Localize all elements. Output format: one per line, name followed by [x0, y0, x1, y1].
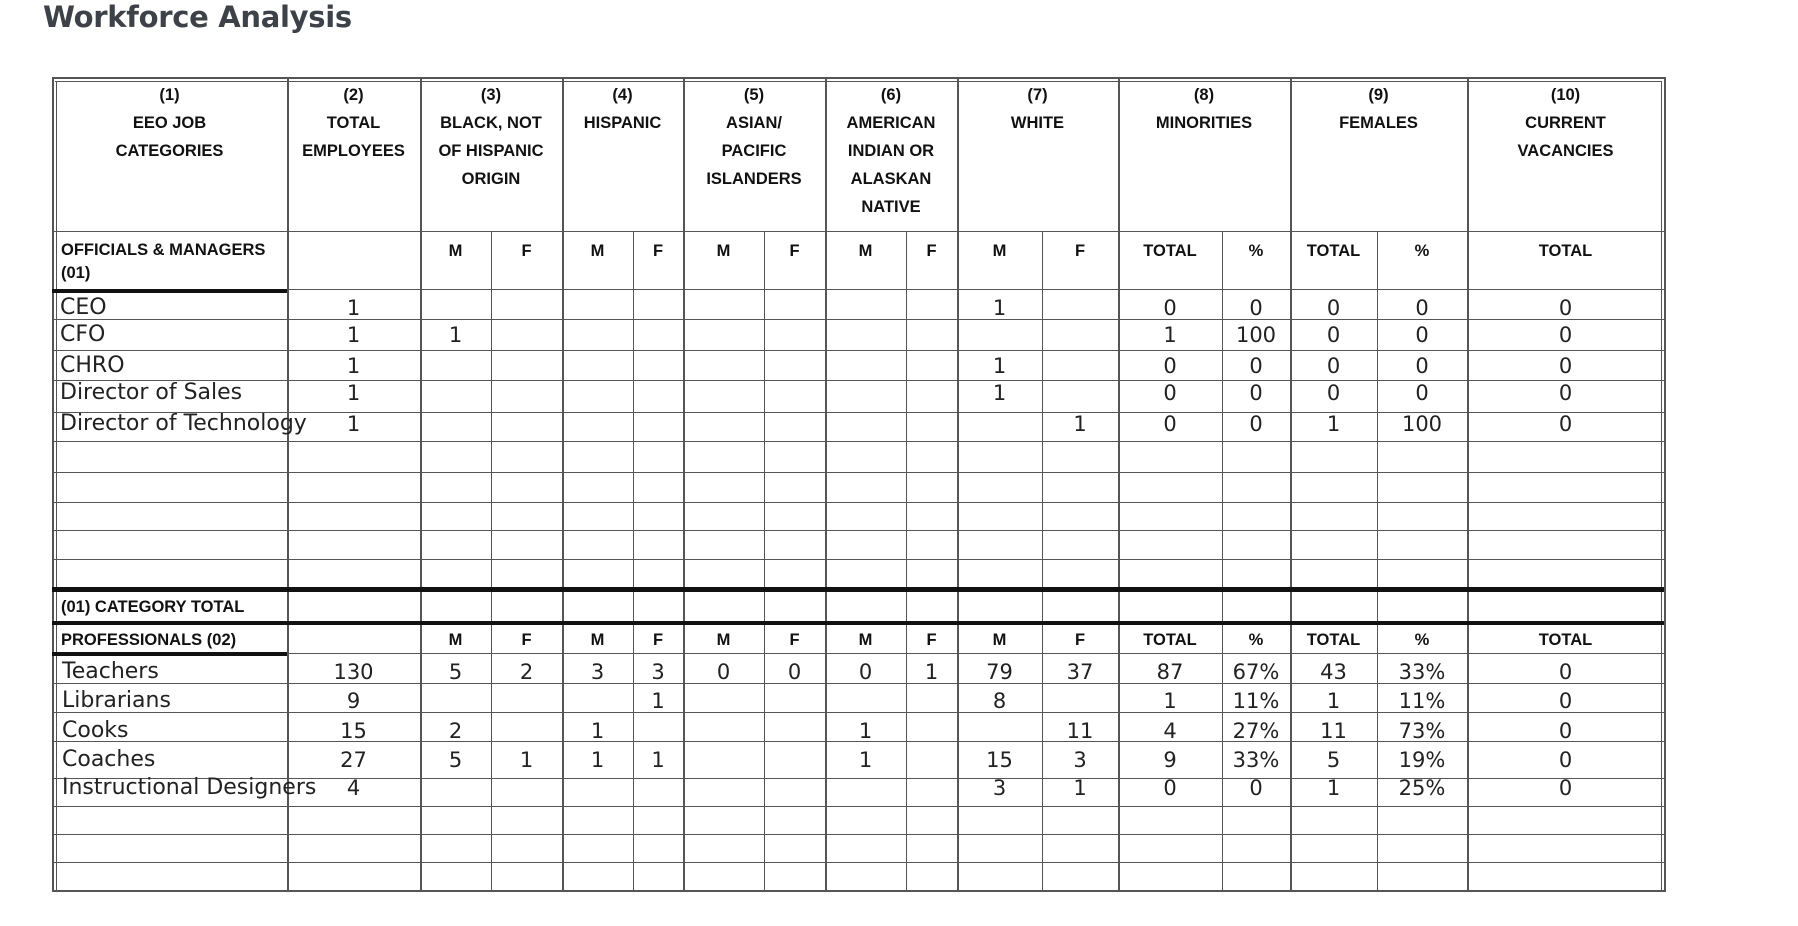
- row-divider: [52, 231, 1664, 232]
- cell-vac: 0: [1558, 776, 1573, 800]
- cell-n_m: 1: [858, 719, 873, 743]
- cell-fem_t: 0: [1326, 354, 1341, 378]
- cell-fem_t: 0: [1326, 381, 1341, 405]
- cell-h_m: 1: [590, 748, 605, 772]
- subheader-label: F: [789, 631, 800, 649]
- subheader-label: F: [652, 242, 664, 260]
- column-header-line: EEO JOB: [132, 114, 207, 132]
- cell-fem_t: 1: [1326, 689, 1341, 713]
- cell-b_m: 1: [448, 323, 463, 347]
- table-border-top: [52, 77, 1664, 79]
- cell-w_m: 8: [992, 689, 1007, 713]
- column-header-line: (6): [880, 86, 902, 104]
- subheader-label: TOTAL: [1306, 631, 1361, 649]
- cell-w_f: 3: [1073, 748, 1087, 772]
- cell-min_t: 1: [1163, 689, 1177, 713]
- cell-b_f: 2: [519, 660, 534, 684]
- cell-min_p: 27%: [1232, 719, 1280, 743]
- cell-min_t: 0: [1163, 776, 1177, 800]
- cell-fem_t: 0: [1326, 323, 1341, 347]
- cell-min_t: 9: [1163, 748, 1177, 772]
- page-title: Workforce Analysis: [43, 0, 352, 34]
- column-header-line: EMPLOYEES: [302, 142, 405, 160]
- column-header-line: INDIAN OR: [847, 142, 935, 160]
- subheader-label: M: [716, 631, 731, 649]
- subheader-label: F: [521, 631, 532, 649]
- cell-min_p: 0: [1249, 381, 1263, 405]
- row-divider: [52, 559, 1664, 560]
- column-header-line: (5): [743, 86, 765, 104]
- subheader-label: F: [926, 242, 937, 260]
- cell-h_f: 1: [651, 689, 665, 713]
- subheader-label: %: [1414, 631, 1430, 649]
- cell-min_t: 0: [1163, 296, 1177, 320]
- cell-w_m: 1: [992, 354, 1007, 378]
- cell-fem_p: 100: [1401, 412, 1443, 436]
- cell-min_p: 67%: [1232, 660, 1280, 684]
- cell-c1: 1: [346, 323, 361, 347]
- thick-divider-officials: [52, 289, 287, 293]
- row-divider: [52, 441, 1664, 442]
- cell-vac: 0: [1558, 412, 1573, 436]
- cell-min_p: 0: [1249, 412, 1263, 436]
- cell-vac: 0: [1558, 748, 1573, 772]
- cell-fem_t: 0: [1326, 296, 1341, 320]
- cell-a_f: 0: [787, 660, 802, 684]
- cell-min_t: 87: [1156, 660, 1184, 684]
- subheader-label: M: [992, 631, 1007, 649]
- section-heading-officials-code: (01): [61, 264, 91, 282]
- column-header-line: (9): [1368, 86, 1389, 104]
- cell-fem_p: 25%: [1398, 776, 1446, 800]
- column-header-line: NATIVE: [861, 198, 921, 216]
- cell-fem_t: 5: [1326, 748, 1341, 772]
- cell-fem_p: 33%: [1398, 660, 1446, 684]
- cell-h_f: 3: [651, 660, 665, 684]
- cell-min_t: 4: [1163, 719, 1177, 743]
- column-header-line: CATEGORIES: [115, 142, 224, 160]
- cell-c1: 1: [346, 296, 361, 320]
- cell-w_f: 37: [1066, 660, 1094, 684]
- cell-fem_p: 0: [1415, 323, 1429, 347]
- cell-min_p: 100: [1235, 323, 1277, 347]
- cell-min_p: 0: [1249, 296, 1263, 320]
- cell-min_t: 0: [1163, 354, 1177, 378]
- row-divider: [52, 806, 1664, 807]
- cell-w_m: 79: [986, 660, 1013, 684]
- cell-fem_p: 0: [1415, 381, 1429, 405]
- cell-h_m: 1: [590, 719, 605, 743]
- cell-c1: 15: [340, 719, 367, 743]
- cell-h_m: 3: [590, 660, 605, 684]
- subheader-label: M: [858, 631, 873, 649]
- cell-min_p: 33%: [1232, 748, 1280, 772]
- column-divider: [1664, 77, 1666, 892]
- subheader-label: M: [590, 242, 605, 260]
- column-header-line: ASIAN/: [726, 114, 782, 132]
- column-header-line: (10): [1550, 86, 1581, 104]
- row-label: Librarians: [62, 688, 171, 713]
- subcolumn-divider: [491, 231, 492, 890]
- row-divider: [52, 530, 1664, 531]
- cell-min_t: 0: [1163, 381, 1177, 405]
- subheader-label: F: [789, 242, 800, 260]
- subheader-label: %: [1248, 631, 1264, 649]
- subcolumn-divider: [764, 231, 765, 890]
- column-header-line: MINORITIES: [1155, 114, 1253, 132]
- column-header-line: PACIFIC: [721, 142, 787, 160]
- row-label: Director of Sales: [60, 380, 243, 405]
- subcolumn-divider: [906, 231, 907, 890]
- cell-fem_p: 11%: [1398, 689, 1446, 713]
- cell-fem_t: 11: [1320, 719, 1347, 743]
- cell-vac: 0: [1558, 381, 1573, 405]
- cell-h_f: 1: [651, 748, 665, 772]
- row-label: CHRO: [60, 353, 125, 378]
- column-divider-inner: [56, 81, 57, 890]
- column-header-line: HISPANIC: [583, 114, 662, 132]
- cell-w_f: 11: [1066, 719, 1094, 743]
- cell-fem_p: 73%: [1398, 719, 1446, 743]
- column-header-line: WHITE: [1010, 114, 1065, 132]
- section-heading-professionals: PROFESSIONALS (02): [61, 631, 237, 649]
- cell-c1: 1: [346, 381, 361, 405]
- cell-w_m: 15: [986, 748, 1013, 772]
- cell-b_f: 1: [519, 748, 534, 772]
- column-divider: [683, 77, 685, 892]
- subheader-label: TOTAL: [1538, 631, 1593, 649]
- cell-fem_p: 19%: [1398, 748, 1446, 772]
- subheader-label: M: [590, 631, 605, 649]
- cell-fem_t: 1: [1326, 412, 1341, 436]
- table-border-bottom: [52, 890, 1664, 892]
- cell-fem_t: 1: [1326, 776, 1341, 800]
- category-total-label: (01) CATEGORY TOTAL: [61, 598, 245, 616]
- column-header-line: (8): [1193, 86, 1215, 104]
- cell-w_m: 1: [992, 381, 1007, 405]
- section-heading-officials: OFFICIALS & MANAGERS: [61, 241, 266, 259]
- row-label: CFO: [60, 322, 106, 347]
- subheader-label: F: [1074, 242, 1086, 260]
- subheader-label: F: [926, 631, 937, 649]
- cell-vac: 0: [1558, 354, 1573, 378]
- cell-n_f: 1: [924, 660, 939, 684]
- cell-b_m: 5: [448, 748, 463, 772]
- row-divider: [52, 472, 1664, 473]
- thick-divider-category-total-bottom: [52, 621, 1664, 625]
- column-header-line: AMERICAN: [846, 114, 936, 132]
- subheader-label: %: [1248, 242, 1264, 260]
- cell-w_f: 1: [1073, 412, 1087, 436]
- cell-fem_p: 0: [1415, 296, 1429, 320]
- row-divider: [52, 289, 1664, 290]
- cell-fem_t: 43: [1320, 660, 1347, 684]
- row-label: Instructional Designers: [62, 775, 317, 800]
- column-header-line: (7): [1027, 86, 1048, 104]
- cell-min_p: 0: [1249, 354, 1263, 378]
- column-header-line: CURRENT: [1525, 114, 1606, 132]
- cell-fem_p: 0: [1415, 354, 1429, 378]
- subheader-label: M: [992, 242, 1007, 260]
- subheader-label: TOTAL: [1143, 631, 1197, 649]
- subheader-label: %: [1414, 242, 1430, 260]
- cell-vac: 0: [1558, 323, 1573, 347]
- cell-c1: 27: [340, 748, 367, 772]
- row-divider: [52, 834, 1664, 835]
- cell-c1: 1: [346, 354, 361, 378]
- cell-min_t: 0: [1163, 412, 1177, 436]
- cell-min_t: 1: [1163, 323, 1177, 347]
- column-header-line: (2): [343, 86, 364, 104]
- cell-c1: 1: [346, 412, 361, 436]
- cell-vac: 0: [1558, 296, 1573, 320]
- column-header-line: ISLANDERS: [706, 170, 802, 188]
- subheader-label: F: [652, 631, 664, 649]
- subcolumn-divider: [633, 231, 634, 890]
- cell-min_p: 11%: [1232, 689, 1280, 713]
- subheader-label: TOTAL: [1143, 242, 1197, 260]
- row-label: Teachers: [62, 659, 159, 684]
- row-divider: [52, 350, 1664, 351]
- subheader-label: TOTAL: [1538, 242, 1593, 260]
- subheader-label: M: [448, 242, 463, 260]
- cell-w_m: 3: [992, 776, 1007, 800]
- row-label: Director of Technology: [60, 411, 307, 436]
- row-label: CEO: [60, 295, 107, 320]
- thick-divider-category-total: [52, 587, 1664, 592]
- subheader-label: F: [521, 242, 532, 260]
- cell-b_m: 2: [448, 719, 463, 743]
- column-header-line: BLACK, NOT: [440, 114, 542, 132]
- column-header-line: FEMALES: [1339, 114, 1418, 132]
- cell-vac: 0: [1558, 719, 1573, 743]
- column-header-line: VACANCIES: [1517, 142, 1614, 160]
- row-divider: [52, 862, 1664, 863]
- subheader-label: M: [448, 631, 463, 649]
- column-divider: [52, 77, 54, 892]
- column-header-line: (1): [159, 86, 180, 104]
- cell-c1: 4: [346, 776, 361, 800]
- cell-w_m: 1: [992, 296, 1007, 320]
- row-divider: [52, 653, 1664, 654]
- column-header-line: ORIGIN: [461, 170, 521, 188]
- cell-c1: 130: [333, 660, 374, 684]
- column-header-line: (4): [612, 86, 633, 104]
- row-label: Cooks: [62, 718, 129, 743]
- column-header-line: ALASKAN: [850, 170, 932, 188]
- subheader-label: M: [716, 242, 731, 260]
- subheader-label: TOTAL: [1306, 242, 1361, 260]
- cell-b_m: 5: [448, 660, 463, 684]
- cell-min_p: 0: [1249, 776, 1263, 800]
- cell-c1: 9: [346, 689, 361, 713]
- cell-n_m: 1: [858, 748, 873, 772]
- cell-n_m: 0: [858, 660, 873, 684]
- subheader-label: M: [858, 242, 873, 260]
- cell-vac: 0: [1558, 689, 1573, 713]
- row-divider: [52, 502, 1664, 503]
- subheader-label: F: [1074, 631, 1086, 649]
- column-header-line: OF HISPANIC: [438, 142, 544, 160]
- column-header-line: TOTAL: [326, 114, 381, 132]
- cell-a_m: 0: [716, 660, 731, 684]
- column-header-line: (3): [480, 86, 502, 104]
- cell-w_f: 1: [1073, 776, 1087, 800]
- thick-divider-professionals: [52, 652, 287, 656]
- cell-vac: 0: [1558, 660, 1573, 684]
- row-label: Coaches: [62, 747, 156, 772]
